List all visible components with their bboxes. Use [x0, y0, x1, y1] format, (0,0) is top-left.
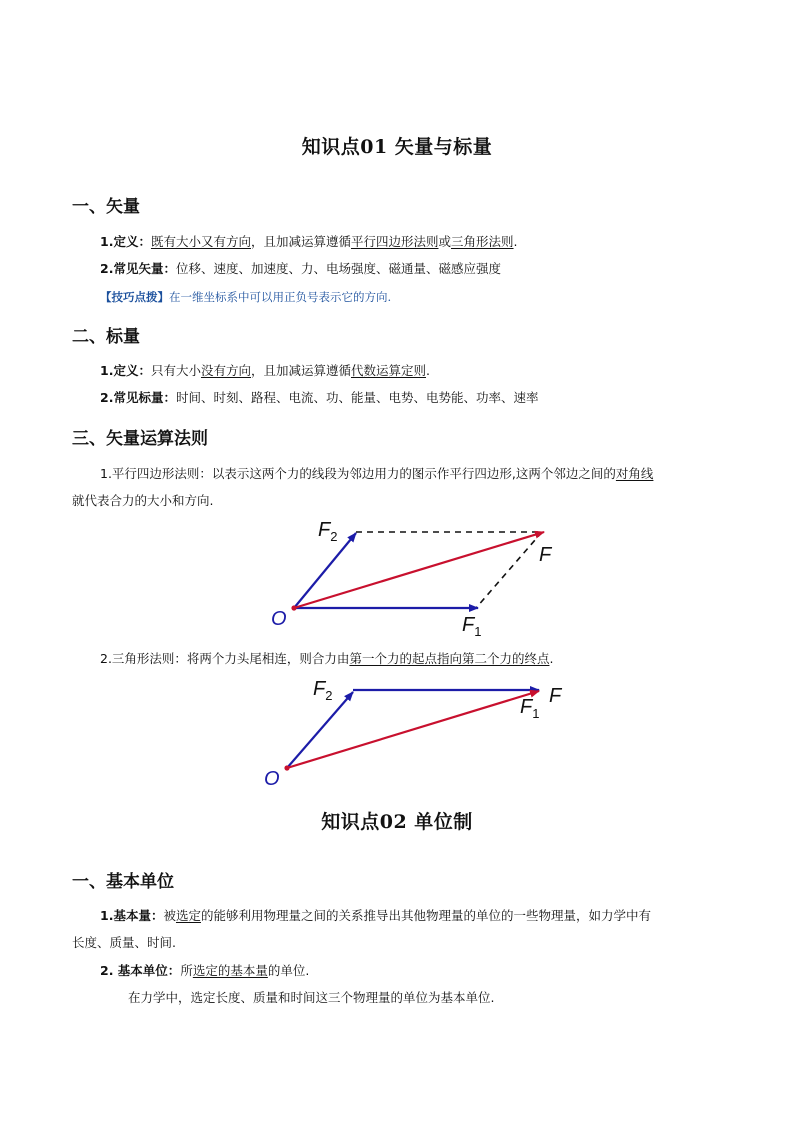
vector-common-text: 位移、速度、加速度、力、电场强度、磁通量、磁感应强度 [175, 261, 501, 276]
label-f1: $F_1$ [462, 614, 482, 639]
vector-def-text: ，且加减运算遵循 [250, 234, 351, 249]
vector-def-or: 或 [438, 234, 452, 249]
kp1-title: 知识点01 矢量与标量 [301, 136, 493, 158]
vector-common-label: 2.常见矢量： [100, 261, 176, 276]
scalar-definition [100, 363, 430, 379]
vector-common [100, 261, 501, 277]
tri-label-f1: $F_1$ [520, 696, 540, 721]
basic-quantity-p3: 的能够利用物理量之间的关系推导出其他物理量的单位的一些物理量，如力学中有 [200, 908, 651, 923]
triangle-rule-end: . [549, 651, 554, 666]
basic-unit-p3: 的单位. [267, 963, 310, 978]
tri-origin-dot [284, 765, 289, 770]
vector-def-label: 1.定义： [100, 234, 151, 249]
scalar-common-text: 时间、时刻、路程、电流、功、能量、电势、电势能、功率、速率 [175, 390, 539, 405]
tip-label: 【技巧点拨】 [100, 290, 169, 304]
scalar-def-end: . [426, 363, 430, 378]
tri-label-o: O [264, 768, 280, 790]
label-o: O [271, 608, 287, 630]
tip-note [100, 289, 391, 305]
basic-unit [100, 963, 309, 979]
basic-quantity-cont: 长度、质量、时间. [72, 935, 176, 950]
triangle-rule-text: 2.三角形法则：将两个力头尾相连，则合力由 [100, 651, 350, 666]
basic-unit-label: 2. 基本单位： [100, 963, 181, 978]
scalar-def-no-direction: 没有方向 [200, 363, 251, 378]
basic-units-heading: 一、基本单位 [72, 872, 174, 892]
vector-definition [100, 234, 518, 250]
origin-dot [291, 605, 296, 610]
scalar-heading: 二、标量 [72, 327, 140, 347]
tri-f2-arrow [287, 692, 353, 768]
scalar-common [100, 390, 538, 406]
basic-quantity-label: 1.基本量： [100, 908, 164, 923]
triangle-diagram [255, 672, 575, 792]
basic-unit-selected-quantity: 选定的基本量 [192, 963, 268, 978]
vector-def-parallelogram: 平行四边形法则 [350, 234, 439, 249]
triangle-rule [100, 651, 553, 667]
tri-label-f: F [549, 685, 562, 707]
basic-quantity [100, 908, 651, 924]
tip-text: 在一维坐标系中可以用正负号表示它的方向. [169, 290, 392, 304]
basic-unit-p1: 所 [180, 963, 193, 978]
vector-heading: 一、矢量 [72, 197, 140, 217]
parallelogram-rule-text: 1.平行四边形法则：以表示这两个力的线段为邻边用力的图示作平行四边形,这两个邻边之间的 [100, 466, 616, 481]
vector-def-triangle: 三角形法则 [451, 234, 514, 249]
triangle-rule-start-end: 第一个力的起点指向第二个力的终点 [349, 651, 550, 666]
scalar-def-text: ，且加减运算遵循 [250, 363, 351, 378]
scalar-def-magnitude: 只有大小 [150, 363, 201, 378]
f2-arrow [294, 533, 356, 608]
scalar-def-algebraic: 代数运算定则 [351, 363, 427, 378]
label-f: F [539, 544, 552, 566]
parallelogram-rule-diagonal: 对角线 [615, 466, 654, 481]
vector-def-magnitude-direction: 既有大小又有方向 [150, 234, 251, 249]
parallelogram-rule-cont: 就代表合力的大小和方向. [72, 493, 214, 508]
mechanics-note: 在力学中，选定长度、质量和时间这三个物理量的单位为基本单位. [128, 990, 495, 1005]
parallelogram-diagram [260, 512, 580, 642]
rules-heading: 三、矢量运算法则 [72, 429, 208, 449]
kp2-title: 知识点02 单位制 [321, 811, 473, 833]
tri-label-f2: $F_2$ [313, 678, 333, 703]
basic-quantity-p1: 被 [163, 908, 176, 923]
label-f2: $F_2$ [318, 519, 338, 544]
basic-quantity-selected: 选定 [175, 908, 201, 923]
scalar-common-label: 2.常见标量： [100, 390, 176, 405]
parallelogram-rule [100, 466, 653, 482]
vector-def-end: . [513, 234, 518, 249]
scalar-def-label: 1.定义： [100, 363, 151, 378]
